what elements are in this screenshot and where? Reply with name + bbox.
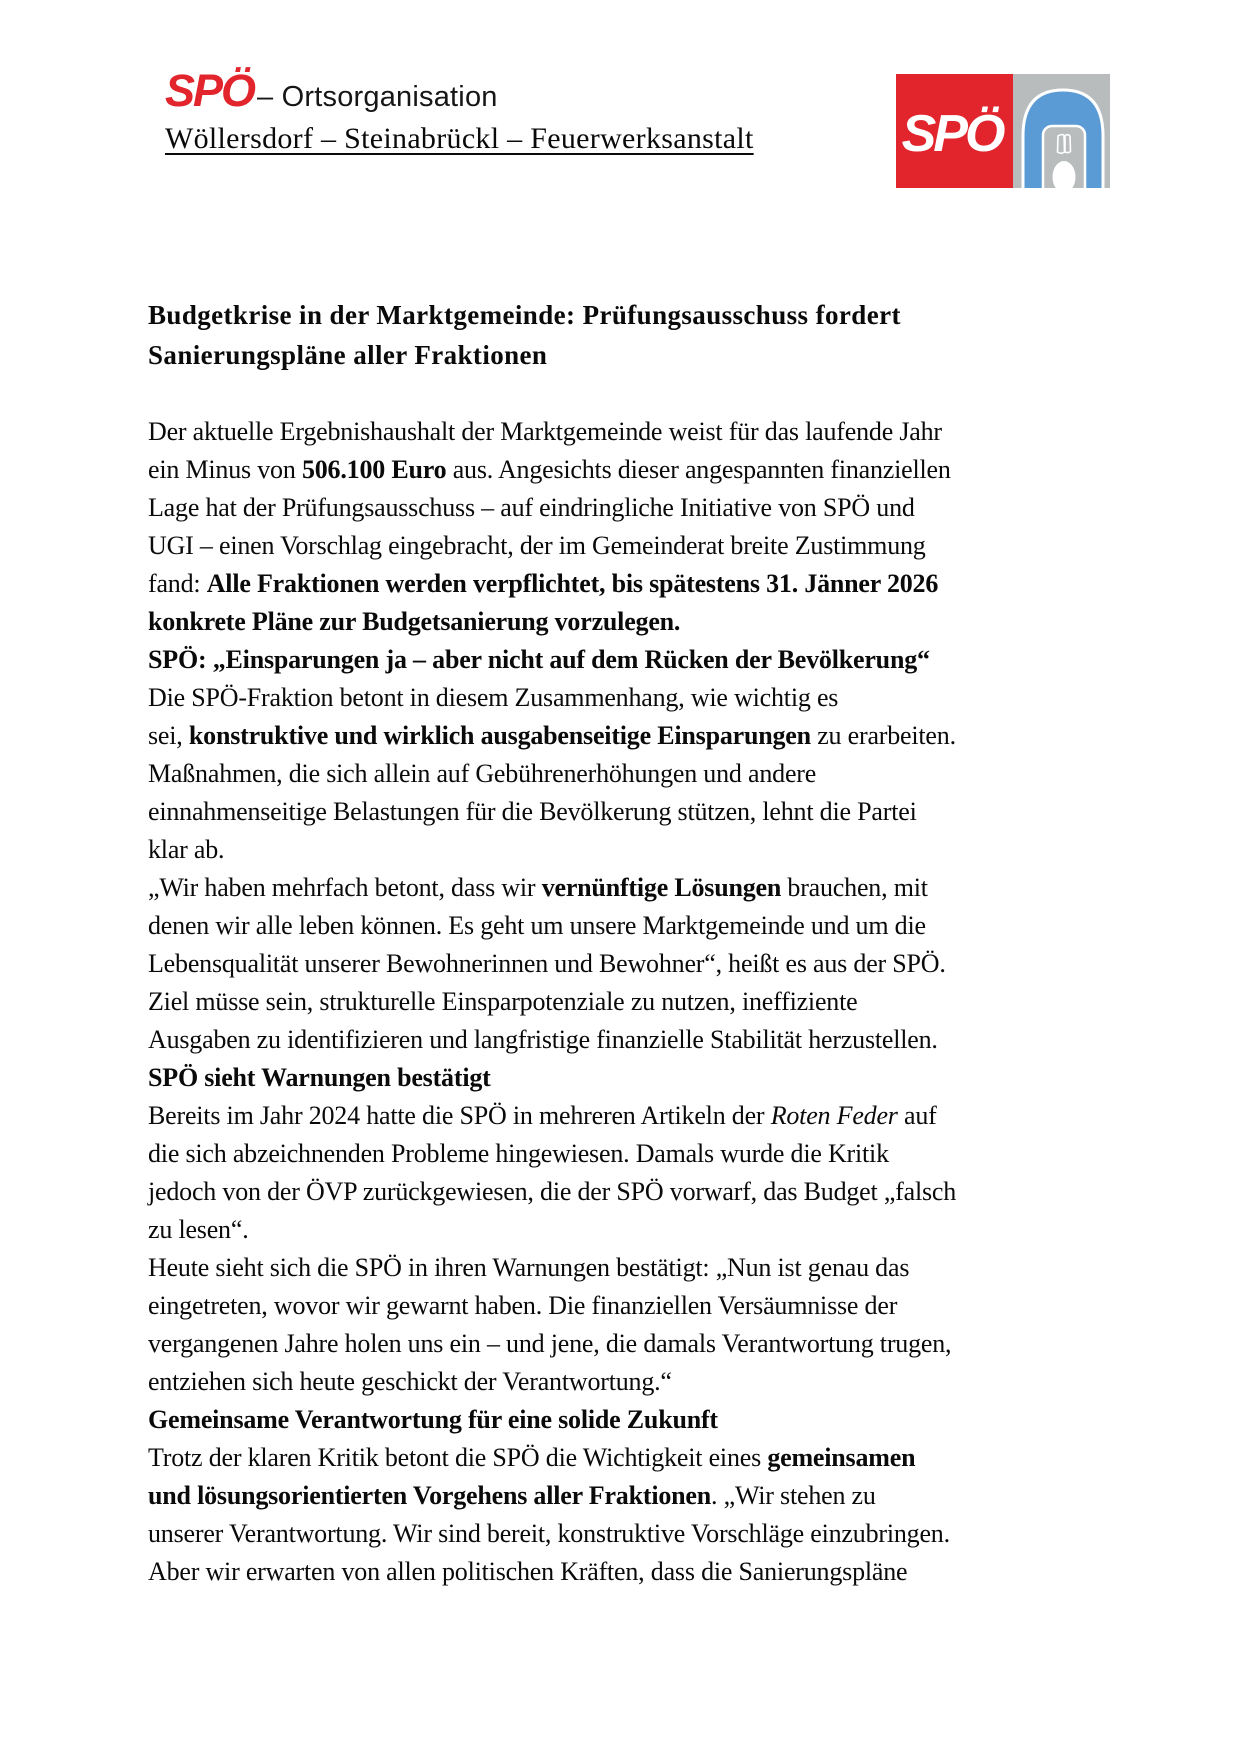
- article-line: [148, 1135, 1098, 1173]
- text-run: brauchen, mit: [781, 873, 928, 902]
- text-run: denen wir alle leben können. Es geht um unsere Marktgemeinde und um die: [148, 911, 926, 940]
- article-line: [148, 1363, 1098, 1401]
- text-run: Trotz der klaren Kritik betont die SPÖ die Wichtigkeit eines: [148, 1443, 768, 1472]
- text-run: Roten Feder: [770, 1101, 898, 1130]
- article-title: [148, 295, 1098, 375]
- text-run: Aber wir erwarten von allen politischen Kräften, dass die Sanierungspläne: [148, 1557, 908, 1586]
- text-run: unserer Verantwortung. Wir sind bereit, konstruktive Vorschläge einzubringen.: [148, 1519, 950, 1548]
- article-title-line: Sanierungspläne aller Fraktionen: [148, 340, 548, 370]
- article-line: [148, 1325, 1098, 1363]
- article-line: [148, 1439, 1098, 1477]
- article-line: [148, 641, 1098, 679]
- article-line: [148, 1211, 1098, 1249]
- article: [148, 295, 1098, 1591]
- text-run: Lage hat der Prüfungsausschuss – auf eindringliche Initiative von SPÖ und: [148, 493, 915, 522]
- article-line: [148, 1059, 1098, 1097]
- text-run: konkrete Pläne zur Budgetsanierung vorzulegen.: [148, 607, 681, 636]
- article-line: [148, 1249, 1098, 1287]
- article-line: [148, 945, 1098, 983]
- article-line: [148, 565, 1098, 603]
- spoe-logo-text: SPÖ: [901, 105, 1003, 163]
- spoe-logo: [896, 74, 1110, 188]
- article-line: [148, 717, 1098, 755]
- article-line: [148, 907, 1098, 945]
- brand-line: [165, 65, 754, 116]
- article-line: [148, 1287, 1098, 1325]
- article-line: [148, 1553, 1098, 1591]
- article-line: [148, 1173, 1098, 1211]
- article-line: [148, 679, 1098, 717]
- text-run: zu erarbeiten.: [810, 721, 956, 750]
- text-run: vergangenen Jahre holen uns ein – und jene, die damals Verantwortung trugen,: [148, 1329, 952, 1358]
- text-run: 506.100 Euro: [301, 455, 447, 484]
- arch-monument-icon: [1013, 74, 1110, 188]
- text-run: Bereits im Jahr 2024 hatte die SPÖ in mehreren Artikeln der: [148, 1101, 771, 1130]
- text-run: klar ab.: [148, 835, 225, 864]
- text-run: die sich abzeichnenden Probleme hingewiesen. Damals wurde die Kritik: [148, 1139, 889, 1168]
- text-run: und lösungsorientierten Vorgehens aller Fraktionen: [148, 1481, 712, 1510]
- text-run: vernünftige Lösungen: [541, 873, 782, 902]
- text-run: ein Minus von: [148, 455, 302, 484]
- text-run: UGI – einen Vorschlag eingebracht, der im Gemeinderat breite Zustimmung: [148, 531, 926, 560]
- text-run: konstruktive und wirklich ausgabenseitige Einsparungen: [188, 721, 811, 750]
- article-line: [148, 527, 1098, 565]
- text-run: zu lesen“.: [148, 1215, 249, 1244]
- text-run: Alle Fraktionen werden verpflichtet, bis spätestens 31. Jänner 2026: [206, 569, 939, 598]
- text-run: SPÖ: „Einsparungen ja – aber nicht auf dem Rücken der Bevölkerung“: [148, 645, 930, 674]
- spoe-logo-red-tile: [896, 74, 1013, 188]
- text-run: einnahmenseitige Belastungen für die Bevölkerung stützen, lehnt die Partei: [148, 797, 917, 826]
- text-run: Der aktuelle Ergebnishaushalt der Marktgemeinde weist für das laufende Jahr: [148, 417, 942, 446]
- text-run: Maßnahmen, die sich allein auf Gebührenerhöhungen und andere: [148, 759, 817, 788]
- text-run: Heute sieht sich die SPÖ in ihren Warnungen bestätigt: „Nun ist genau das: [148, 1253, 910, 1282]
- text-run: „Wir haben mehrfach betont, dass wir: [148, 873, 542, 902]
- text-run: Die SPÖ-Fraktion betont in diesem Zusammenhang, wie wichtig es: [148, 683, 839, 712]
- article-line: [148, 1021, 1098, 1059]
- article-line: [148, 869, 1098, 907]
- text-run: Ausgaben zu identifizieren und langfristige finanzielle Stabilität herzustellen.: [148, 1025, 938, 1054]
- letterhead-text: [165, 65, 754, 156]
- text-run: SPÖ sieht Warnungen bestätigt: [148, 1063, 491, 1092]
- article-line: [148, 755, 1098, 793]
- text-run: Ziel müsse sein, strukturelle Einsparpotenziale zu nutzen, ineffiziente: [148, 987, 858, 1016]
- text-run: sei,: [148, 721, 189, 750]
- article-title-line: Budgetkrise in der Marktgemeinde: Prüfungsausschuss fordert: [148, 300, 901, 330]
- text-run: gemeinsamen: [767, 1443, 916, 1472]
- text-run: Gemeinsame Verantwortung für eine solide Zukunft: [148, 1405, 718, 1434]
- article-line: [148, 983, 1098, 1021]
- brand-spoe: SPÖ: [165, 65, 255, 116]
- text-run: auf: [897, 1101, 937, 1130]
- text-run: entziehen sich heute geschickt der Verantwortung.“: [148, 1367, 672, 1396]
- article-line: [148, 489, 1098, 527]
- article-line: [148, 413, 1098, 451]
- article-line: [148, 831, 1098, 869]
- article-line: [148, 451, 1098, 489]
- text-run: eingetreten, wovor wir gewarnt haben. Die finanziellen Versäumnisse der: [148, 1291, 898, 1320]
- article-line: [148, 603, 1098, 641]
- text-run: Lebensqualität unserer Bewohnerinnen und Bewohner“, heißt es aus der SPÖ.: [148, 949, 946, 978]
- org-subtitle: Wöllersdorf – Steinabrückl – Feuerwerksanstalt: [165, 122, 754, 155]
- text-run: aus. Angesichts dieser angespannten finanziellen: [446, 455, 951, 484]
- article-body: [148, 413, 1098, 1591]
- article-line: [148, 793, 1098, 831]
- brand-suffix: – Ortsorganisation: [257, 81, 498, 113]
- article-line: [148, 1097, 1098, 1135]
- text-run: jedoch von der ÖVP zurückgewiesen, die der SPÖ vorwarf, das Budget „falsch: [148, 1177, 957, 1206]
- text-run: fand:: [148, 569, 207, 598]
- spoe-logo-arch-tile: [1013, 74, 1110, 188]
- article-line: [148, 1477, 1098, 1515]
- article-line: [148, 1401, 1098, 1439]
- article-line: [148, 1515, 1098, 1553]
- text-run: . „Wir stehen zu: [711, 1481, 876, 1510]
